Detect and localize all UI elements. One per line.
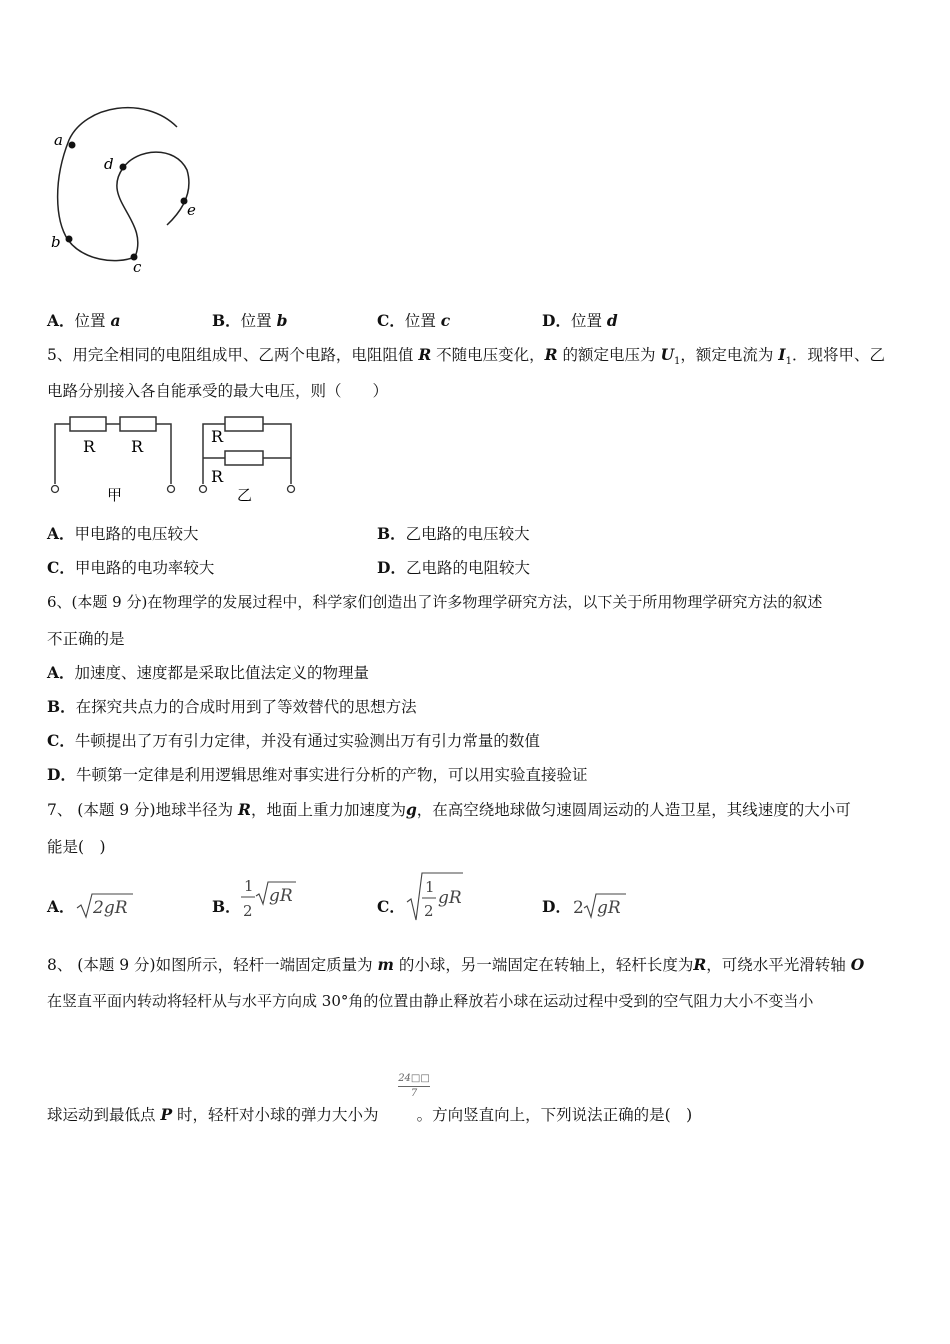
q7-a-expr: 2gR [93,898,128,918]
q5-option-d[interactable]: D．乙电路的电阻较大 [377,558,530,577]
circuit-jia [45,412,190,507]
q4-option-b[interactable]: B．位置 b [212,311,288,330]
trajectory-figure [45,100,215,280]
label-e: e [187,201,196,219]
point-a [69,142,76,149]
point-d [120,164,127,171]
q7-option-c[interactable]: C． [377,897,405,916]
q7-b-num: 1 [244,877,254,895]
q7-option-b[interactable]: B． [212,897,241,916]
trajectory-curve-inner [117,152,189,257]
q7-option-b-formula [240,876,300,924]
terminal-yi-right [288,486,295,493]
q7-option-d-formula [570,888,630,920]
resistor-yi-2 [225,451,263,465]
resistor-jia-2 [120,417,156,431]
label-b: b [51,233,61,251]
q8-stem-line3: 球运动到最低点 P 时，轻杆对小球的弹力大小为 。方向竖直向上，下列说法正确的是( ) [47,1105,693,1124]
q7-c-expr: gR [438,888,462,908]
q6-option-a[interactable]: A．加速度、速度都是采取比值法定义的物理量 [47,663,370,682]
label-c: c [133,258,142,276]
resistor-jia-1-label: R [83,437,96,456]
q4-option-a[interactable]: A．位置 a [47,311,121,330]
q8-stem-line1: 8、 (本题 9 分)如图所示，轻杆一端固定质量为 m 的小球，另一端固定在转轴上，轻杆长度为R，可绕水平光滑转轴 O [47,955,865,974]
circuit-jia-name: 甲 [107,486,123,504]
q8-stem-line2: 在竖直平面内转动将轻杆从与水平方向成 30°角的位置由静止释放若小球在运动过程中受到的空气阻力大小不变当小 [47,992,814,1010]
q5-option-c[interactable]: C．甲电路的电功率较大 [47,558,215,577]
resistor-yi-2-label: R [211,467,224,486]
q7-option-a-formula [75,888,135,920]
q7-option-c-formula [405,870,467,924]
q6-option-b[interactable]: B．在探究共点力的合成时用到了等效替代的思想方法 [47,697,417,716]
q7-option-d[interactable]: D． [542,897,571,916]
q7-stem-line2: 能是( ) [47,838,106,856]
circuit-yi-name: 乙 [237,486,253,504]
label-d: d [104,155,114,173]
resistor-yi-1 [225,417,263,431]
q8-fraction-num: 24□□ [398,1073,430,1084]
q6-option-c[interactable]: C．牛顿提出了万有引力定律，并没有通过实验测出万有引力常量的数值 [47,731,540,750]
q7-c-num: 1 [425,878,435,896]
q6-stem-line1: 6、(本题 9 分)在物理学的发展过程中，科学家们创造出了许多物理学研究方法，以下关于所用物理学研究方法的叙述 [47,593,823,611]
q8-fraction-den: 7 [410,1088,418,1099]
q5-stem-line1: 5、用完全相同的电阻组成甲、乙两个电路，电阻阻值 R 不随电压变化，R 的额定电压为 $U_1$，额定电流为 $I_1$．现将甲、乙 [47,345,885,368]
q5-option-b[interactable]: B．乙电路的电压较大 [377,524,530,543]
label-a: a [54,131,63,149]
point-b [66,236,73,243]
terminal-jia-right [168,486,175,493]
q6-stem-line2: 不正确的是 [47,630,125,648]
q7-b-den: 2 [243,902,253,920]
q7-stem-line1: 7、 (本题 9 分)地球半径为 R，地面上重力加速度为g，在高空绕地球做匀速圆周运动的人造卫星，其线速度的大小可 [47,800,851,819]
resistor-yi-1-label: R [211,427,224,446]
q7-c-den: 2 [424,902,434,920]
q6-option-d[interactable]: D．牛顿第一定律是利用逻辑思维对事实进行分析的产物，可以用实验直接验证 [47,765,588,784]
q7-b-expr: gR [269,886,293,906]
terminal-jia-left [52,486,59,493]
q5-stem-line2: 电路分别接入各自能承受的最大电压，则（ ） [47,382,389,400]
q4-option-c[interactable]: C．位置 c [377,311,451,330]
q7-option-a[interactable]: A． [47,897,75,916]
q5-option-a[interactable]: A．甲电路的电压较大 [47,524,199,543]
terminal-yi-left [200,486,207,493]
resistor-jia-1 [70,417,106,431]
q4-option-d[interactable]: D．位置 d [542,311,618,330]
circuit-yi [195,412,300,507]
q7-d-coef: 2 [573,898,584,918]
resistor-jia-2-label: R [131,437,144,456]
q8-fraction [396,1073,432,1100]
q7-d-expr: gR [597,898,621,918]
